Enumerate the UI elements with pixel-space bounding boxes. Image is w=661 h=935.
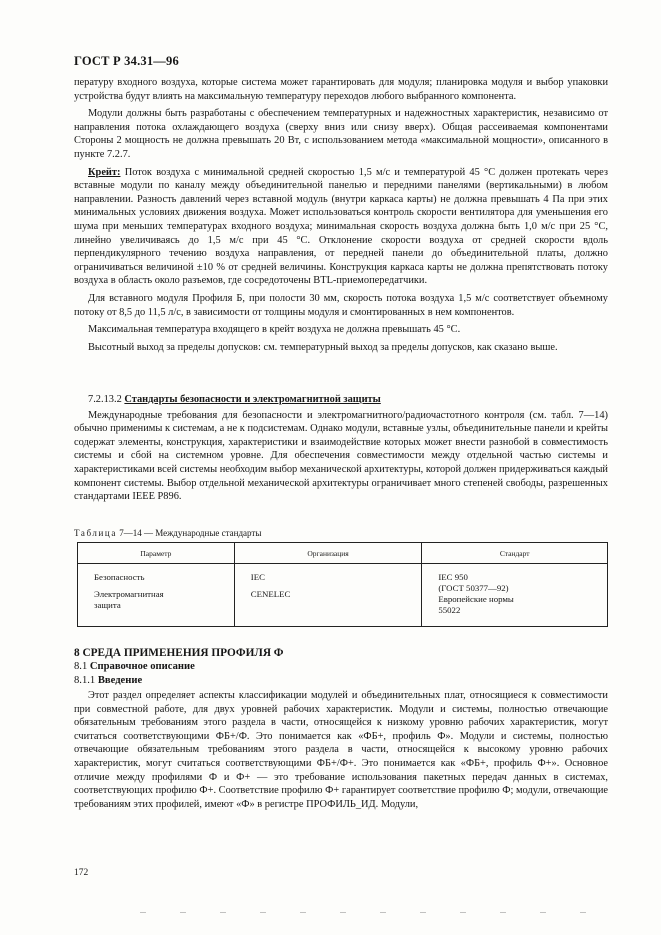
section-number: 8.1.1 <box>74 675 96 686</box>
cell-line: защита <box>94 600 121 610</box>
cell-line: IEC <box>250 572 265 582</box>
section-title: Введение <box>97 675 143 686</box>
cell-line: Безопасность <box>94 572 145 582</box>
paragraph: Максимальная температура входящего в крейт воздуха не должна превышать 45 °С. <box>88 324 461 336</box>
section-number: 8.1 <box>74 661 88 672</box>
section-title: Справочное описание <box>89 661 195 672</box>
table-caption-word: Таблица <box>74 528 117 538</box>
section-8-title: 8 СРЕДА ПРИМЕНЕНИЯ ПРОФИЛЯ Ф <box>74 647 284 659</box>
text-block-cooling <box>74 76 608 354</box>
paragraph: пературу входного воздуха, которые система может гарантировать для модуля; планировка модуля и выбор упаковки устройства будут влиять на максимальную температуру переходов любого выбранного компонента. <box>74 77 608 102</box>
cell-line: Электромагнитная <box>94 589 164 599</box>
table-cell-parameter <box>78 564 235 627</box>
subsection-number: 7.2.13.2 <box>88 394 122 405</box>
table-cell-standard <box>422 564 608 627</box>
paragraph: Этот раздел определяет аспекты классификации модулей и объединительных плат, относящиеся к совместимости при совместной работе, для двух уровней рабочих характеристик. Модули и системы, полностью отвечающие обязательным требованиям этого раздела в части, относящейся к низкому уровню рабочих характеристик, могут считаться соответствующими ФБ+/Ф. Это понимается как «ФБ+, профиль Ф». Модули и системы, полностью отвечающие обязательным требованиям этого раздела в части, относящейся к высокому уровню рабочих характеристик, могут считаться соответствующими ФБ+/Ф+. Это понимается как «ФБ+, профиль Ф+». Основное отличие между профилями Ф и Ф+ — это требование использования пакетных передач данных в системах, соответствующих профилю Ф+. Соответствие профилю Ф+ гарантирует соответствие профилю Ф; модули, отвечающие требованиям этих профилей, имеют «Ф» в регистре ПРОФИЛЬ_ИД. Модули, <box>74 690 608 810</box>
cell-line: Европейские нормы <box>438 594 514 604</box>
table-header-cell: Стандарт <box>422 543 608 564</box>
scan-artifact-line <box>140 912 620 913</box>
document-header: ГОСТ Р 34.31—96 <box>74 54 179 68</box>
cell-line: CENELEC <box>250 589 291 599</box>
paragraph <box>74 166 608 288</box>
table-header-cell: Организация <box>234 543 422 564</box>
subsection-heading-7-2-13-2 <box>74 393 608 407</box>
cell-line: (ГОСТ 50377—92) <box>438 583 509 593</box>
text-block-safety <box>74 393 608 504</box>
cell-line: IEC 950 <box>438 572 468 582</box>
text-block-intro <box>74 689 608 811</box>
table-caption-rest: 7—14 — Международные стандарты <box>116 528 262 538</box>
table-caption <box>74 528 261 538</box>
paragraph: Модули должны быть разработаны с обеспечением температурных и надежностных характеристик, независимо от направления потока охлаждающего воздуха (сверху вниз или снизу вверх). Общая рассеиваемая компонентами Стороны 2 мощность не должна превышать 20 Вт, с использованием метода «максимальной мощности», описанного в пункте 7.2.7. <box>74 108 608 160</box>
table-row <box>78 564 608 627</box>
paragraph: Международные требования для безопасности и электромагнитного/радиочастотного контроля (см. табл. 7—14) обычно применимы к системам, а не к подсистемам. Однако модули, вставные узлы, объединительные панели и крейты содержат элементы, конструкция, характеристики и взаимодействие которых может внести разнобой в совместимость системы и сбой на системном уровне. Для обеспечения совместимости между отдельной частью системы и характеристиками всей системы необходим выбор механической архитектуры, которой должен придерживаться каждый компонент системы. Выбор отдельной механической архитектуры ограничивает много степеней свободы, разрешенных стандартами IEEE P896. <box>74 409 608 503</box>
paragraph: Для вставного модуля Профиля Б, при полости 30 мм, скорость потока воздуха 1,5 м/с соответствует объемному потоку от 8,5 до 11,5 л/с, в зависимости от толщины модуля и смонтированных в нем компонентов. <box>74 292 608 318</box>
subsection-title: Стандарты безопасности и электромагнитной защиты <box>124 394 381 405</box>
paragraph: Высотный выход за пределы допусков: см. температурный выход за пределы допусков, как сказано выше. <box>88 341 558 353</box>
section-8-1-1-heading <box>74 675 142 686</box>
standards-table <box>77 542 608 627</box>
table-cell-organization <box>234 564 422 627</box>
table-header-row <box>78 543 608 564</box>
crate-text: Поток воздуха с минимальной средней скоростью 1,5 м/с и температурой 45 °С должен протекать через вставные модули по каналу между объединительной панелью и передними панелями (вертикальными) в любом направлении. Разность давлений через вставной модуль (внутри каркаса карты) не должна превышать 4 Па при этих минимальных условиях движения воздуха. Может использоваться контроль скорости вентилятора для уменьшения его шума при меньших температурах входного воздуха; минимальная скорость воздуха должна быть 1,0 м/с при 25 °С, линейно увеличиваясь до 1,5 м/с при 45 °С. Отклонение скорости воздуха от средней скорости вдоль перпендикулярного течению воздуха направления, от передней панели до объединительной платы, должно ограничиваться величиной ±10 % от средней величины. Конструкция каркаса карты не должна препятствовать потоку воздуха в область около разъемов, где сосредоточены BTL-приемопередатчики. <box>74 166 608 287</box>
cell-line: 55022 <box>438 605 461 615</box>
section-8-1-heading <box>74 661 195 672</box>
page-number: 172 <box>74 868 89 878</box>
table-header-cell: Параметр <box>78 543 235 564</box>
crate-label: Крейт: <box>88 166 121 178</box>
